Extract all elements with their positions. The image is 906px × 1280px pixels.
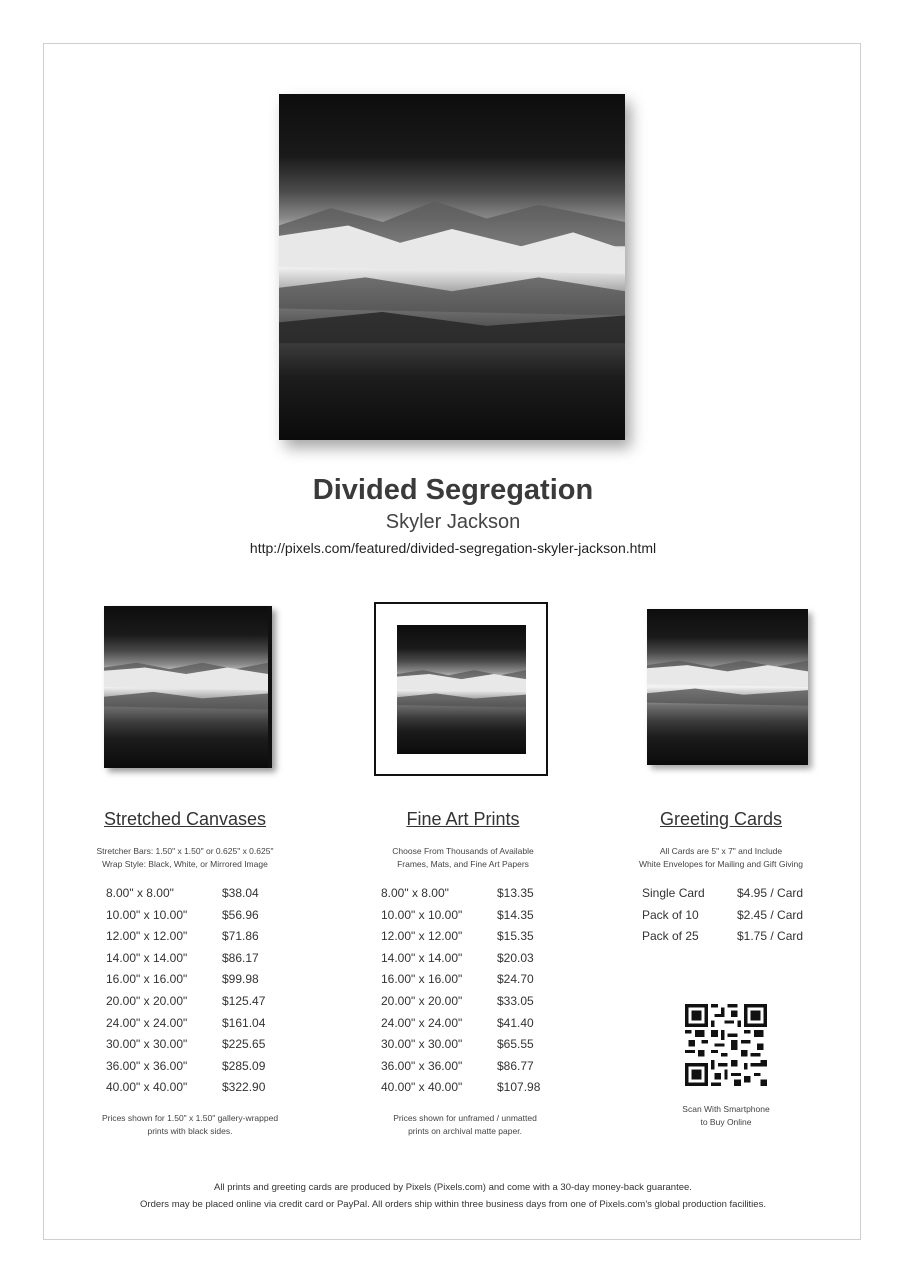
qr-code-caption xyxy=(616,1103,836,1129)
subtitle-line: White Envelopes for Mailing and Gift Giving xyxy=(639,859,803,869)
price: $33.05 xyxy=(497,993,534,1008)
print-price-table xyxy=(381,886,577,1102)
size: 10.00" x 10.00" xyxy=(106,907,188,922)
size: 36.00" x 36.00" xyxy=(106,1058,188,1073)
price: $20.03 xyxy=(497,950,534,965)
price: $86.17 xyxy=(222,950,259,965)
price: $322.90 xyxy=(222,1080,266,1095)
artist-name: Skyler Jackson xyxy=(385,511,521,533)
price: $86.77 xyxy=(497,1058,534,1073)
price: $2.45 / Card xyxy=(737,907,804,922)
footer-guarantee-text: All prints and greeting cards are produced by Pixels (Pixels.com) and come with a 30-day money-back guarantee. xyxy=(214,1182,692,1193)
price: $14.35 xyxy=(497,907,534,922)
subtitle-line: All Cards are 5" x 7" and Include xyxy=(659,846,783,856)
size: 36.00" x 36.00" xyxy=(381,1058,463,1073)
size: 14.00" x 14.00" xyxy=(106,950,188,965)
price-row xyxy=(381,994,577,1016)
size: Single Card xyxy=(642,886,705,900)
artwork-title: Divided Segregation xyxy=(312,474,594,506)
price-row xyxy=(106,886,302,908)
price-row xyxy=(381,1059,577,1081)
price-row xyxy=(381,972,577,994)
price-row xyxy=(106,908,302,930)
price: $24.70 xyxy=(497,972,534,987)
price-row xyxy=(381,951,577,973)
price-row xyxy=(106,951,302,973)
fine-art-prints-subtitle xyxy=(333,845,593,871)
price-row xyxy=(106,972,302,994)
main-artwork-image xyxy=(279,94,625,440)
greeting-cards-subtitle xyxy=(591,845,851,871)
size: Pack of 25 xyxy=(642,929,699,944)
size: 40.00" x 40.00" xyxy=(381,1080,463,1095)
size: Pack of 10 xyxy=(642,907,699,922)
size: 24.00" x 24.00" xyxy=(381,1015,463,1030)
price-row xyxy=(642,886,817,908)
price: $161.04 xyxy=(222,1015,266,1030)
price: $38.04 xyxy=(222,886,259,900)
fine-art-prints-heading[interactable]: Fine Art Prints xyxy=(406,809,520,829)
price: $99.98 xyxy=(222,972,259,987)
stretched-canvases-heading[interactable]: Stretched Canvases xyxy=(103,809,267,829)
price-row xyxy=(381,1080,577,1102)
price: $125.47 xyxy=(222,993,266,1008)
greeting-cards-heading[interactable]: Greeting Cards xyxy=(659,809,783,829)
size: 14.00" x 14.00" xyxy=(381,950,463,965)
size: 12.00" x 12.00" xyxy=(381,929,463,944)
size: 16.00" x 16.00" xyxy=(106,972,188,987)
price-row xyxy=(381,908,577,930)
price-row xyxy=(106,1059,302,1081)
framed-print-image xyxy=(397,625,526,754)
canvas-price-table xyxy=(106,886,302,1102)
subtitle-line: Frames, Mats, and Fine Art Papers xyxy=(397,859,529,869)
size: 20.00" x 20.00" xyxy=(381,993,463,1008)
note-line: Prices shown for 1.50" x 1.50" gallery-wrapped xyxy=(101,1113,279,1123)
size: 8.00" x 8.00" xyxy=(106,886,174,900)
qr-code-icon[interactable] xyxy=(685,1004,767,1086)
price-row xyxy=(381,1037,577,1059)
size: 16.00" x 16.00" xyxy=(381,972,463,987)
greeting-card-image xyxy=(647,609,808,765)
price-row xyxy=(106,929,302,951)
note-line: to Buy Online xyxy=(700,1117,752,1127)
price-row xyxy=(381,1016,577,1038)
canvas-price-note xyxy=(80,1112,300,1138)
price: $225.65 xyxy=(222,1037,266,1052)
price: $71.86 xyxy=(222,929,259,944)
artwork-url[interactable]: http://pixels.com/featured/divided-segregation-skyler-jackson.html xyxy=(249,540,657,556)
subtitle-line: Stretcher Bars: 1.50" x 1.50" or 0.625" x 0.625" xyxy=(96,846,274,856)
price-row xyxy=(106,1080,302,1102)
size: 24.00" x 24.00" xyxy=(106,1015,188,1030)
note-line: prints with black sides. xyxy=(147,1126,233,1136)
subtitle-line: Choose From Thousands of Available xyxy=(392,846,534,856)
price: $285.09 xyxy=(222,1058,266,1073)
size: 8.00" x 8.00" xyxy=(381,886,449,900)
card-price-table xyxy=(642,886,817,951)
price-row xyxy=(381,886,577,908)
price-row xyxy=(106,1016,302,1038)
size: 30.00" x 30.00" xyxy=(381,1037,463,1052)
note-line: Prices shown for unframed / unmatted xyxy=(393,1113,537,1123)
subtitle-line: Wrap Style: Black, White, or Mirrored Image xyxy=(102,859,268,869)
price-row xyxy=(106,1037,302,1059)
price: $1.75 / Card xyxy=(737,929,804,944)
size: 12.00" x 12.00" xyxy=(106,929,188,944)
price-row xyxy=(642,908,817,930)
note-line: prints on archival matte paper. xyxy=(408,1126,522,1136)
price-row xyxy=(106,994,302,1016)
size: 40.00" x 40.00" xyxy=(106,1080,188,1095)
price: $41.40 xyxy=(497,1015,534,1030)
size: 20.00" x 20.00" xyxy=(106,993,188,1008)
price: $13.35 xyxy=(497,886,534,900)
price: $4.95 / Card xyxy=(737,886,804,900)
price: $15.35 xyxy=(497,929,534,944)
stretched-canvases-subtitle xyxy=(55,845,315,871)
canvas-preview-image xyxy=(104,606,272,768)
price: $107.98 xyxy=(497,1080,541,1095)
price: $65.55 xyxy=(497,1037,534,1052)
price: $56.96 xyxy=(222,907,259,922)
price-row xyxy=(381,929,577,951)
print-price-note xyxy=(355,1112,575,1138)
footer-shipping-text: Orders may be placed online via credit card or PayPal. All orders ship within three business days from one of Pixels.com's global production facilities. xyxy=(140,1199,766,1210)
note-line: Scan With Smartphone xyxy=(682,1104,770,1114)
price-row xyxy=(642,929,817,951)
size: 30.00" x 30.00" xyxy=(106,1037,188,1052)
size: 10.00" x 10.00" xyxy=(381,907,463,922)
